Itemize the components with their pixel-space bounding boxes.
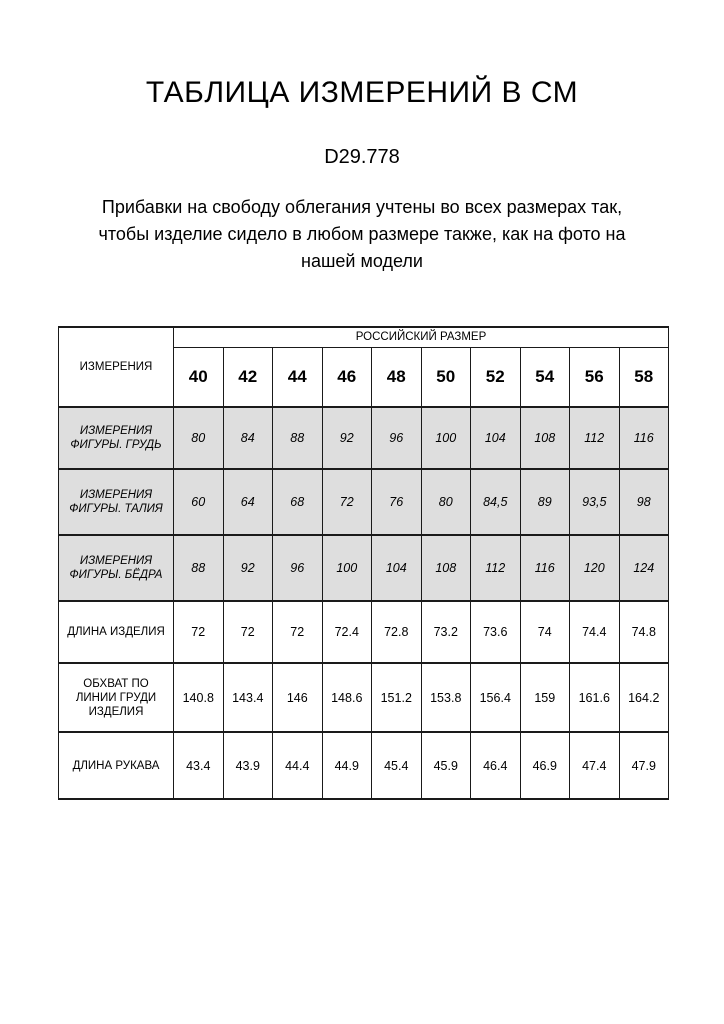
measurement-value-cell: 96 [273, 535, 323, 601]
measurement-value-cell: 153.8 [421, 663, 471, 732]
measurement-value-cell: 161.6 [570, 663, 620, 732]
row-label-cell: ИЗМЕРЕНИЯ ФИГУРЫ. ТАЛИЯ [59, 469, 174, 535]
measurement-value-cell: 45.9 [421, 732, 471, 799]
measurement-value-cell: 84 [223, 407, 273, 469]
table-row-garment-bust-girth [59, 663, 669, 732]
row-label-cell: ОБХВАТ ПО ЛИНИИ ГРУДИ ИЗДЕЛИЯ [59, 663, 174, 732]
size-header-cell: 44 [273, 347, 323, 407]
measurement-value-cell: 44.4 [273, 732, 323, 799]
measurement-value-cell: 72 [223, 601, 273, 663]
measurement-value-cell: 73.2 [421, 601, 471, 663]
measurement-value-cell: 73.6 [471, 601, 521, 663]
size-header-cell: 54 [520, 347, 570, 407]
size-header-cell: 48 [372, 347, 422, 407]
table-row-sleeve-length [59, 732, 669, 799]
measurement-value-cell: 46.9 [520, 732, 570, 799]
measurement-value-cell: 116 [520, 535, 570, 601]
measurement-value-cell: 116 [619, 407, 669, 469]
measurement-value-cell: 146 [273, 663, 323, 732]
size-header-cell: 52 [471, 347, 521, 407]
measurement-value-cell: 96 [372, 407, 422, 469]
measurement-value-cell: 74.8 [619, 601, 669, 663]
fit-note-text: Прибавки на свободу облегания учтены во всех размерах так, чтобы изделие сидело в любом размере также, как на фото на нашей модели [98, 197, 626, 271]
measurement-value-cell: 100 [421, 407, 471, 469]
measurement-value-cell: 92 [322, 407, 372, 469]
measurement-value-cell: 143.4 [223, 663, 273, 732]
size-header-cell: 42 [223, 347, 273, 407]
size-header-cell: 50 [421, 347, 471, 407]
table-row-garment-length [59, 601, 669, 663]
measurement-value-cell: 108 [421, 535, 471, 601]
measurement-value-cell: 124 [619, 535, 669, 601]
table-row-waist [59, 469, 669, 535]
measurement-value-cell: 108 [520, 407, 570, 469]
measurement-value-cell: 88 [273, 407, 323, 469]
measurement-value-cell: 72 [273, 601, 323, 663]
measurement-value-cell: 92 [223, 535, 273, 601]
row-label-cell: ДЛИНА ИЗДЕЛИЯ [59, 601, 174, 663]
measurement-value-cell: 72 [174, 601, 224, 663]
measurement-value-cell: 93,5 [570, 469, 620, 535]
size-measurement-table [58, 326, 669, 800]
measurement-value-cell: 64 [223, 469, 273, 535]
measurement-value-cell: 72 [322, 469, 372, 535]
measurements-corner-header: ИЗМЕРЕНИЯ [59, 327, 174, 407]
table-header-row [59, 327, 669, 347]
measurement-value-cell: 140.8 [174, 663, 224, 732]
measurement-value-cell: 43.4 [174, 732, 224, 799]
measurement-value-cell: 45.4 [372, 732, 422, 799]
measurement-value-cell: 148.6 [322, 663, 372, 732]
measurement-value-cell: 100 [322, 535, 372, 601]
measurement-value-cell: 47.4 [570, 732, 620, 799]
measurement-value-cell: 80 [421, 469, 471, 535]
measurement-value-cell: 60 [174, 469, 224, 535]
measurement-value-cell: 44.9 [322, 732, 372, 799]
measurement-value-cell: 43.9 [223, 732, 273, 799]
size-header-cell: 40 [174, 347, 224, 407]
measurement-value-cell: 89 [520, 469, 570, 535]
measurement-value-cell: 88 [174, 535, 224, 601]
measurement-value-cell: 112 [471, 535, 521, 601]
measurement-value-cell: 156.4 [471, 663, 521, 732]
size-header-cell: 58 [619, 347, 669, 407]
measurement-value-cell: 104 [471, 407, 521, 469]
table-row-hips [59, 535, 669, 601]
measurement-value-cell: 112 [570, 407, 620, 469]
page-title: ТАБЛИЦА ИЗМЕРЕНИЙ В СМ [145, 76, 579, 109]
measurement-value-cell: 159 [520, 663, 570, 732]
measurement-value-cell: 120 [570, 535, 620, 601]
measurement-value-cell: 80 [174, 407, 224, 469]
measurement-value-cell: 72.8 [372, 601, 422, 663]
product-code: D29.778 [324, 146, 400, 168]
measurement-value-cell: 74.4 [570, 601, 620, 663]
row-label-cell: ДЛИНА РУКАВА [59, 732, 174, 799]
size-header-cell: 46 [322, 347, 372, 407]
size-header-cell: 56 [570, 347, 620, 407]
measurement-value-cell: 164.2 [619, 663, 669, 732]
row-label-cell: ИЗМЕРЕНИЯ ФИГУРЫ. ГРУДЬ [59, 407, 174, 469]
russian-size-group-header: РОССИЙСКИЙ РАЗМЕР [174, 327, 669, 347]
measurement-value-cell: 47.9 [619, 732, 669, 799]
measurement-value-cell: 84,5 [471, 469, 521, 535]
measurement-value-cell: 151.2 [372, 663, 422, 732]
measurement-value-cell: 74 [520, 601, 570, 663]
row-label-cell: ИЗМЕРЕНИЯ ФИГУРЫ. БЁДРА [59, 535, 174, 601]
measurement-value-cell: 98 [619, 469, 669, 535]
measurement-value-cell: 104 [372, 535, 422, 601]
measurement-value-cell: 72.4 [322, 601, 372, 663]
table-row-bust [59, 407, 669, 469]
measurement-value-cell: 46.4 [471, 732, 521, 799]
measurement-value-cell: 68 [273, 469, 323, 535]
measurement-value-cell: 76 [372, 469, 422, 535]
